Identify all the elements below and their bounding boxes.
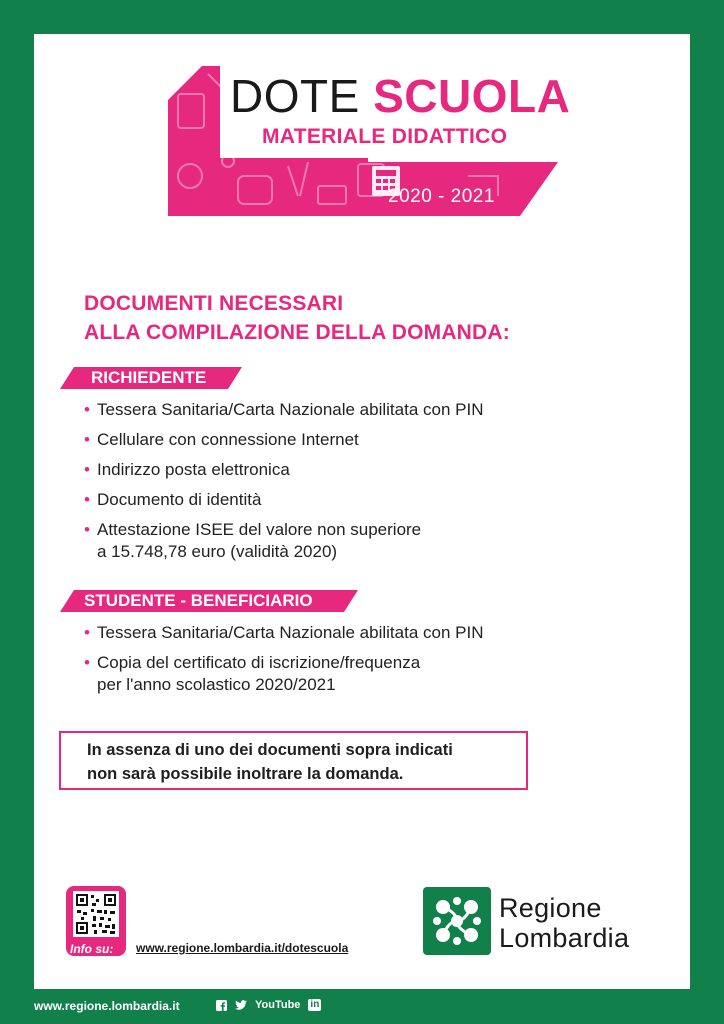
title-dote: DOTE: [230, 70, 360, 122]
list-item: • Tessera Sanitaria/Carta Nazionale abilitata con PIN: [84, 400, 484, 419]
facebook-icon[interactable]: [216, 1000, 227, 1011]
tag-studente: [60, 590, 358, 612]
richiedente-list: [84, 399, 483, 563]
rosa-camuna-icon: [423, 887, 491, 955]
qr-label: Info su:: [70, 942, 114, 956]
list-item: • Copia del certificato di iscrizione/frequenza per l'anno scolastico 2020/2021: [84, 653, 421, 694]
page-title: [230, 70, 570, 122]
info-link[interactable]: www.regione.lombardia.it/dotescuola: [136, 941, 349, 955]
list-item: • Tessera Sanitaria/Carta Nazionale abilitata con PIN: [84, 623, 484, 642]
title-scuola: SCUOLA: [373, 70, 571, 122]
list-item: • Indirizzo posta elettronica: [84, 460, 290, 479]
notice-line-2: non sarà possibile inoltrare la domanda.: [87, 765, 404, 783]
social-icons: [216, 998, 321, 1012]
tag-studente-label: STUDENTE - BENEFICIARIO: [84, 591, 313, 610]
heading-line-1: DOCUMENTI NECESSARI: [84, 292, 344, 315]
list-item: • Attestazione ISEE del valore non superiore a 15.748,78 euro (validità 2020): [84, 520, 422, 561]
tag-richiedente: [60, 367, 242, 389]
section-heading: [84, 289, 510, 347]
list-item: • Cellulare con connessione Internet: [84, 430, 359, 449]
logo-line-1: Regione: [499, 893, 602, 923]
heading-line-2: ALLA COMPILAZIONE DELLA DOMANDA:: [84, 321, 510, 344]
notice-line-1: In assenza di uno dei documenti sopra indicati: [87, 741, 453, 759]
qr-code-icon[interactable]: [73, 891, 119, 937]
list-item: • Documento di identità: [84, 490, 262, 509]
studente-list: [84, 622, 483, 696]
tag-richiedente-label: RICHIEDENTE: [91, 368, 207, 387]
notice-box: [59, 731, 528, 790]
youtube-icon[interactable]: YouTube: [255, 999, 301, 1011]
school-year: 2020 - 2021: [388, 186, 495, 207]
page-subtitle: MATERIALE DIDATTICO: [262, 125, 508, 148]
linkedin-icon[interactable]: in: [310, 999, 320, 1010]
twitter-icon[interactable]: [235, 1000, 247, 1011]
logo-text: [499, 893, 629, 953]
logo-line-2: Lombardia: [499, 923, 630, 953]
footer-url[interactable]: www.regione.lombardia.it: [34, 999, 180, 1013]
regione-lombardia-logo: [423, 887, 491, 955]
